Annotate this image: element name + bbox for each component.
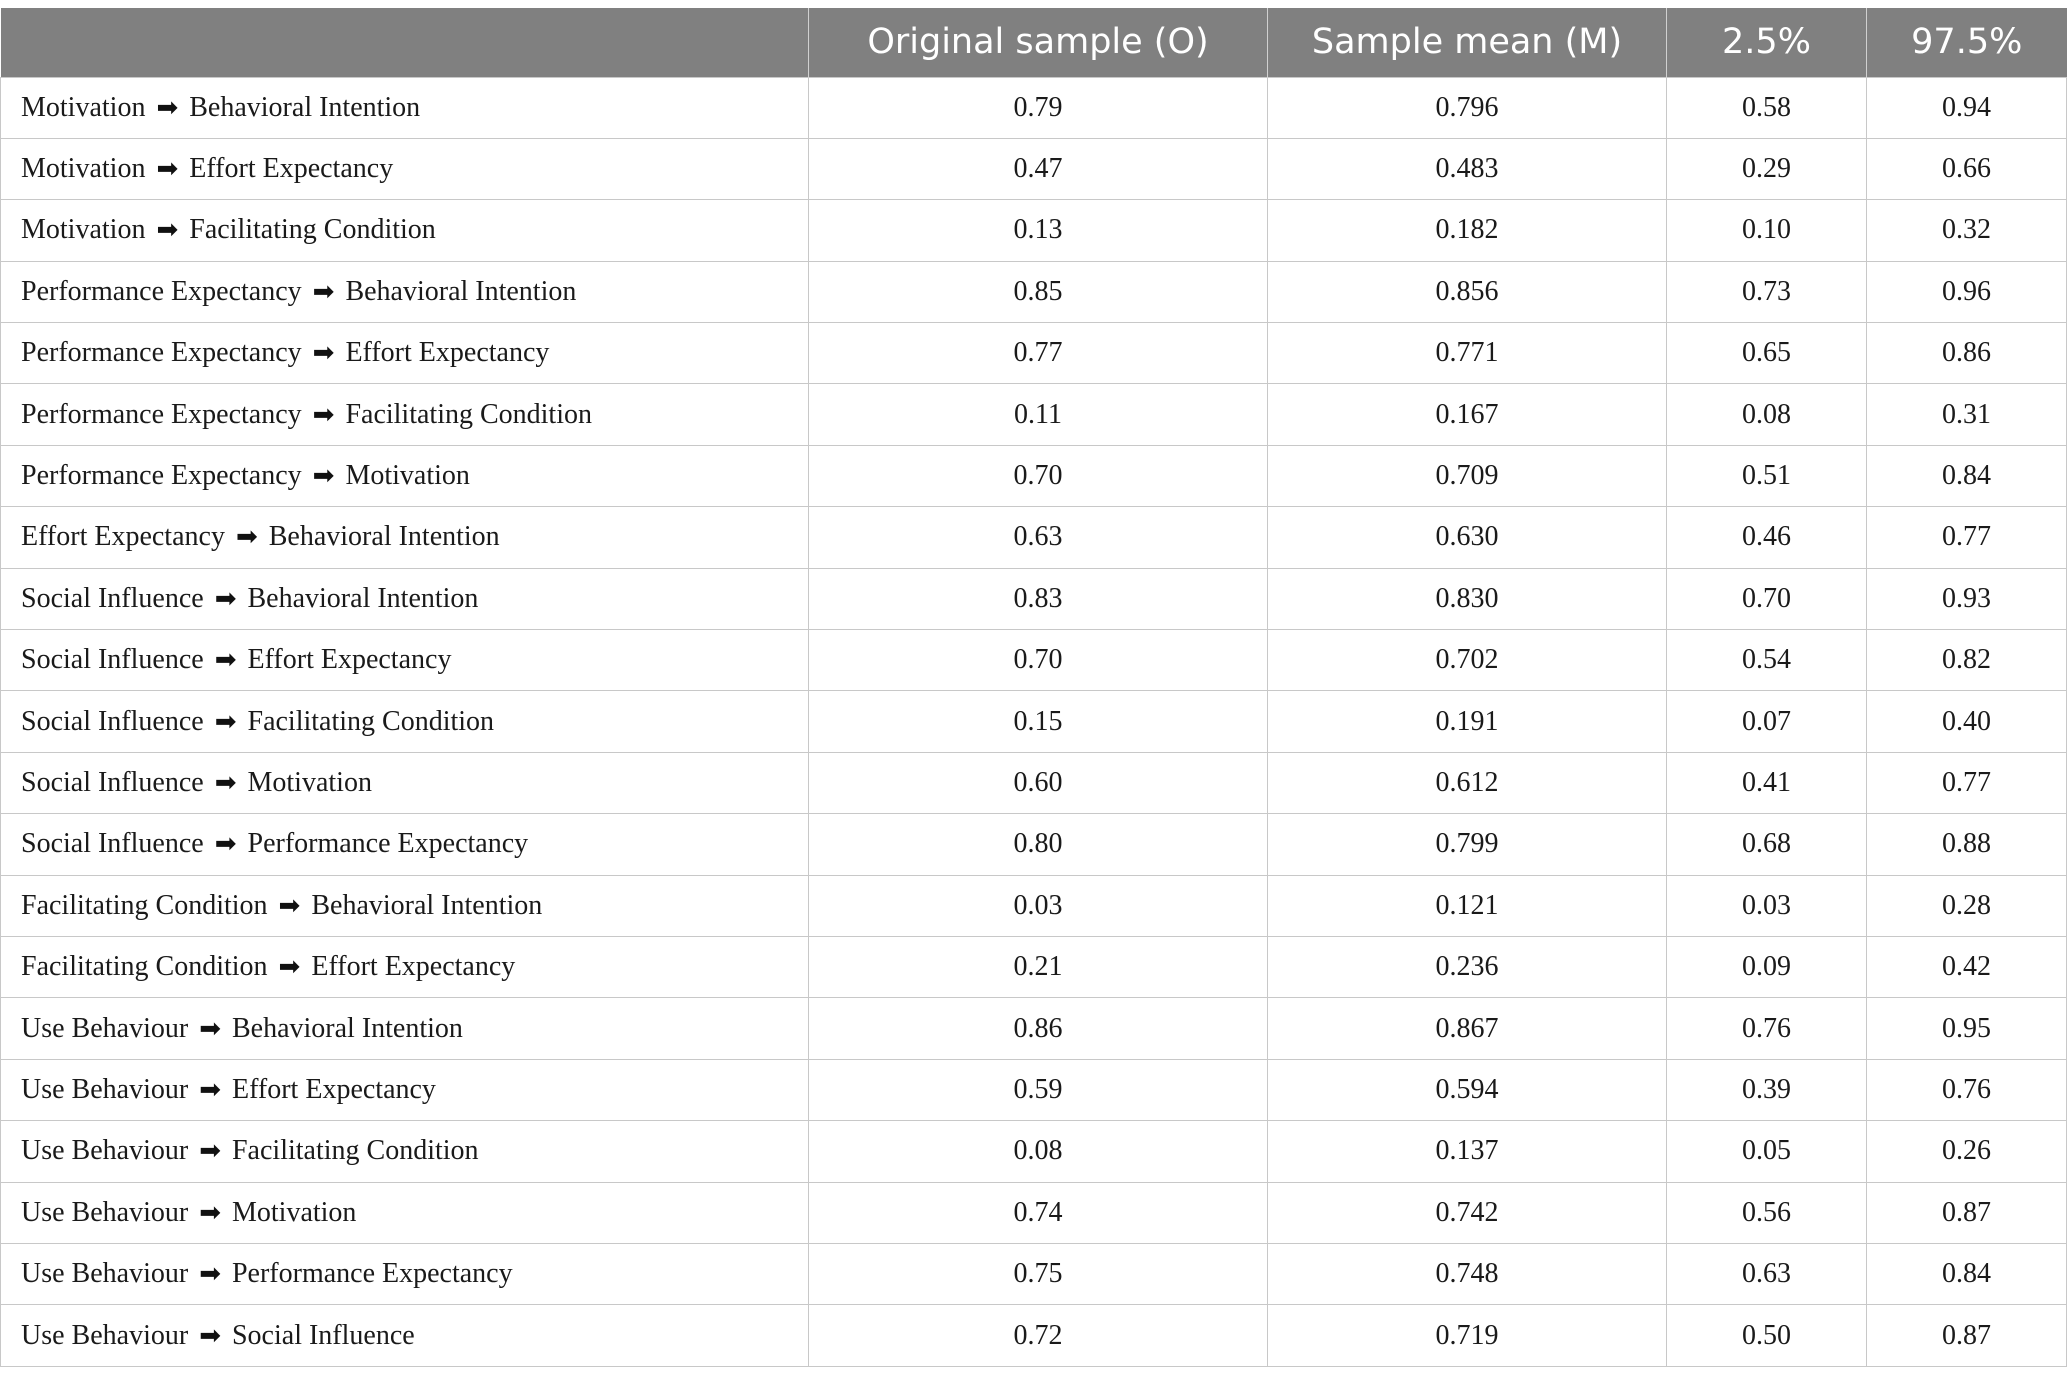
path-source: Facilitating Condition — [21, 889, 268, 921]
original-sample-cell: 0.47 — [809, 138, 1268, 199]
original-sample-cell: 0.70 — [809, 445, 1268, 506]
ci-lower-cell: 0.03 — [1667, 875, 1867, 936]
path-cell — [1, 323, 809, 384]
ci-lower-cell: 0.09 — [1667, 936, 1867, 997]
path-cell — [1, 138, 809, 199]
sample-mean-cell: 0.121 — [1268, 875, 1667, 936]
table-row — [1, 507, 2067, 568]
table-row — [1, 998, 2067, 1059]
table-row — [1, 1243, 2067, 1304]
original-sample-cell: 0.13 — [809, 200, 1268, 261]
table-row — [1, 77, 2067, 138]
path-target: Facilitating Condition — [345, 398, 592, 430]
sample-mean-cell: 0.830 — [1268, 568, 1667, 629]
ci-upper-cell: 0.84 — [1867, 1243, 2067, 1304]
arrow-right-icon: ➡ — [214, 645, 237, 675]
sample-mean-cell: 0.236 — [1268, 936, 1667, 997]
ci-lower-cell: 0.08 — [1667, 384, 1867, 445]
sample-mean-cell: 0.191 — [1268, 691, 1667, 752]
ci-upper-cell: 0.77 — [1867, 752, 2067, 813]
arrow-right-icon: ➡ — [312, 399, 335, 429]
table-row — [1, 323, 2067, 384]
table-row — [1, 138, 2067, 199]
ci-upper-cell: 0.66 — [1867, 138, 2067, 199]
sample-mean-cell: 0.137 — [1268, 1121, 1667, 1182]
ci-lower-cell: 0.56 — [1667, 1182, 1867, 1243]
sample-mean-cell: 0.612 — [1268, 752, 1667, 813]
ci-lower-cell: 0.41 — [1667, 752, 1867, 813]
table-row — [1, 752, 2067, 813]
arrow-right-icon: ➡ — [278, 890, 301, 920]
header-original-sample: Original sample (O) — [809, 8, 1268, 77]
sample-mean-cell: 0.771 — [1268, 323, 1667, 384]
table-row — [1, 568, 2067, 629]
ci-lower-cell: 0.70 — [1667, 568, 1867, 629]
arrow-right-icon: ➡ — [156, 92, 179, 122]
ci-lower-cell: 0.07 — [1667, 691, 1867, 752]
arrow-right-icon: ➡ — [156, 215, 179, 245]
ci-upper-cell: 0.87 — [1867, 1182, 2067, 1243]
original-sample-cell: 0.15 — [809, 691, 1268, 752]
path-cell — [1, 445, 809, 506]
path-cell — [1, 814, 809, 875]
original-sample-cell: 0.21 — [809, 936, 1268, 997]
sample-mean-cell: 0.867 — [1268, 998, 1667, 1059]
ci-upper-cell: 0.28 — [1867, 875, 2067, 936]
path-target: Effort Expectancy — [231, 1073, 436, 1105]
arrow-right-icon: ➡ — [214, 767, 237, 797]
path-target: Performance Expectancy — [247, 828, 529, 860]
path-cell — [1, 1182, 809, 1243]
path-source: Effort Expectancy — [21, 521, 225, 553]
path-cell — [1, 875, 809, 936]
sample-mean-cell: 0.856 — [1268, 261, 1667, 322]
path-cell — [1, 1243, 809, 1304]
original-sample-cell: 0.63 — [809, 507, 1268, 568]
path-target: Effort Expectancy — [189, 153, 394, 185]
path-source: Use Behaviour — [21, 1012, 189, 1044]
path-target: Motivation — [247, 766, 372, 798]
table-row — [1, 1182, 2067, 1243]
sample-mean-cell: 0.796 — [1268, 77, 1667, 138]
path-target: Social Influence — [231, 1319, 415, 1351]
ci-upper-cell: 0.88 — [1867, 814, 2067, 875]
ci-lower-cell: 0.50 — [1667, 1305, 1867, 1366]
path-target: Behavioral Intention — [311, 889, 543, 921]
arrow-right-icon: ➡ — [214, 829, 237, 859]
path-cell — [1, 200, 809, 261]
sample-mean-cell: 0.719 — [1268, 1305, 1667, 1366]
header-path — [1, 8, 809, 77]
ci-upper-cell: 0.82 — [1867, 630, 2067, 691]
sample-mean-cell: 0.799 — [1268, 814, 1667, 875]
original-sample-cell: 0.74 — [809, 1182, 1268, 1243]
original-sample-cell: 0.83 — [809, 568, 1268, 629]
ci-upper-cell: 0.95 — [1867, 998, 2067, 1059]
ci-lower-cell: 0.29 — [1667, 138, 1867, 199]
sample-mean-cell: 0.742 — [1268, 1182, 1667, 1243]
header-ci-upper: 97.5% — [1867, 8, 2067, 77]
path-cell — [1, 630, 809, 691]
ci-lower-cell: 0.05 — [1667, 1121, 1867, 1182]
ci-upper-cell: 0.31 — [1867, 384, 2067, 445]
path-cell — [1, 998, 809, 1059]
table-row — [1, 200, 2067, 261]
table-row — [1, 384, 2067, 445]
sample-mean-cell: 0.702 — [1268, 630, 1667, 691]
table-body — [1, 77, 2067, 1366]
original-sample-cell: 0.79 — [809, 77, 1268, 138]
path-target: Behavioral Intention — [189, 91, 421, 123]
ci-lower-cell: 0.46 — [1667, 507, 1867, 568]
original-sample-cell: 0.60 — [809, 752, 1268, 813]
original-sample-cell: 0.70 — [809, 630, 1268, 691]
ci-upper-cell: 0.77 — [1867, 507, 2067, 568]
ci-lower-cell: 0.68 — [1667, 814, 1867, 875]
path-cell — [1, 752, 809, 813]
path-source: Facilitating Condition — [21, 951, 268, 983]
path-cell — [1, 1059, 809, 1120]
path-target: Motivation — [231, 1196, 357, 1228]
results-table-container — [0, 8, 2066, 1367]
path-target: Facilitating Condition — [247, 705, 495, 737]
arrow-right-icon: ➡ — [199, 1197, 221, 1227]
path-source: Social Influence — [21, 766, 204, 798]
ci-upper-cell: 0.26 — [1867, 1121, 2067, 1182]
path-source: Performance Expectancy — [21, 337, 302, 369]
original-sample-cell: 0.77 — [809, 323, 1268, 384]
arrow-right-icon: ➡ — [278, 952, 301, 982]
sample-mean-cell: 0.630 — [1268, 507, 1667, 568]
header-sample-mean: Sample mean (M) — [1268, 8, 1667, 77]
path-source: Social Influence — [21, 828, 204, 860]
table-row — [1, 875, 2067, 936]
path-cell — [1, 691, 809, 752]
header-ci-lower: 2.5% — [1667, 8, 1867, 77]
ci-upper-cell: 0.86 — [1867, 323, 2067, 384]
arrow-right-icon: ➡ — [199, 1259, 221, 1289]
path-source: Performance Expectancy — [21, 275, 302, 307]
sample-mean-cell: 0.182 — [1268, 200, 1667, 261]
path-target: Behavioral Intention — [247, 582, 479, 614]
path-source: Use Behaviour — [21, 1073, 189, 1105]
path-source: Use Behaviour — [21, 1258, 189, 1290]
sample-mean-cell: 0.594 — [1268, 1059, 1667, 1120]
original-sample-cell: 0.03 — [809, 875, 1268, 936]
table-header-row — [1, 8, 2067, 77]
path-cell — [1, 936, 809, 997]
ci-lower-cell: 0.51 — [1667, 445, 1867, 506]
table-row — [1, 261, 2067, 322]
path-source: Social Influence — [21, 582, 204, 614]
path-cell — [1, 384, 809, 445]
table-row — [1, 691, 2067, 752]
table-row — [1, 814, 2067, 875]
path-target: Behavioral Intention — [345, 275, 577, 307]
arrow-right-icon: ➡ — [312, 276, 335, 306]
path-target: Motivation — [345, 460, 470, 492]
table-row — [1, 630, 2067, 691]
ci-upper-cell: 0.76 — [1867, 1059, 2067, 1120]
path-source: Motivation — [21, 153, 146, 185]
path-source: Performance Expectancy — [21, 398, 302, 430]
arrow-right-icon: ➡ — [214, 706, 237, 736]
arrow-right-icon: ➡ — [312, 461, 335, 491]
path-cell — [1, 261, 809, 322]
arrow-right-icon: ➡ — [235, 522, 258, 552]
arrow-right-icon: ➡ — [199, 1074, 221, 1104]
path-source: Social Influence — [21, 644, 204, 676]
path-source: Use Behaviour — [21, 1319, 189, 1351]
arrow-right-icon: ➡ — [199, 1320, 221, 1350]
path-target: Effort Expectancy — [345, 337, 550, 369]
ci-lower-cell: 0.58 — [1667, 77, 1867, 138]
path-target: Effort Expectancy — [311, 951, 516, 983]
table-row — [1, 1059, 2067, 1120]
path-target: Behavioral Intention — [268, 521, 500, 553]
table-row — [1, 1305, 2067, 1366]
path-cell — [1, 507, 809, 568]
arrow-right-icon: ➡ — [199, 1136, 221, 1166]
path-cell — [1, 1305, 809, 1366]
ci-upper-cell: 0.84 — [1867, 445, 2067, 506]
path-source: Use Behaviour — [21, 1196, 189, 1228]
path-source: Social Influence — [21, 705, 204, 737]
ci-upper-cell: 0.93 — [1867, 568, 2067, 629]
path-target: Behavioral Intention — [231, 1012, 463, 1044]
original-sample-cell: 0.80 — [809, 814, 1268, 875]
path-target: Effort Expectancy — [247, 644, 452, 676]
path-cell — [1, 1121, 809, 1182]
original-sample-cell: 0.72 — [809, 1305, 1268, 1366]
path-target: Facilitating Condition — [189, 214, 436, 246]
ci-upper-cell: 0.40 — [1867, 691, 2067, 752]
path-cell — [1, 568, 809, 629]
original-sample-cell: 0.86 — [809, 998, 1268, 1059]
path-cell — [1, 77, 809, 138]
sample-mean-cell: 0.709 — [1268, 445, 1667, 506]
sample-mean-cell: 0.483 — [1268, 138, 1667, 199]
ci-lower-cell: 0.76 — [1667, 998, 1867, 1059]
table-row — [1, 445, 2067, 506]
ci-upper-cell: 0.32 — [1867, 200, 2067, 261]
sample-mean-cell: 0.167 — [1268, 384, 1667, 445]
ci-lower-cell: 0.63 — [1667, 1243, 1867, 1304]
original-sample-cell: 0.08 — [809, 1121, 1268, 1182]
arrow-right-icon: ➡ — [214, 583, 237, 613]
table-row — [1, 1121, 2067, 1182]
ci-upper-cell: 0.87 — [1867, 1305, 2067, 1366]
original-sample-cell: 0.85 — [809, 261, 1268, 322]
ci-lower-cell: 0.65 — [1667, 323, 1867, 384]
original-sample-cell: 0.11 — [809, 384, 1268, 445]
ci-upper-cell: 0.42 — [1867, 936, 2067, 997]
ci-lower-cell: 0.10 — [1667, 200, 1867, 261]
original-sample-cell: 0.59 — [809, 1059, 1268, 1120]
ci-upper-cell: 0.94 — [1867, 77, 2067, 138]
ci-lower-cell: 0.54 — [1667, 630, 1867, 691]
ci-lower-cell: 0.73 — [1667, 261, 1867, 322]
ci-lower-cell: 0.39 — [1667, 1059, 1867, 1120]
path-source: Use Behaviour — [21, 1135, 189, 1167]
arrow-right-icon: ➡ — [199, 1013, 221, 1043]
path-source: Performance Expectancy — [21, 460, 302, 492]
arrow-right-icon: ➡ — [156, 154, 179, 184]
path-source: Motivation — [21, 91, 146, 123]
path-target: Performance Expectancy — [231, 1258, 513, 1290]
original-sample-cell: 0.75 — [809, 1243, 1268, 1304]
sample-mean-cell: 0.748 — [1268, 1243, 1667, 1304]
ci-upper-cell: 0.96 — [1867, 261, 2067, 322]
path-source: Motivation — [21, 214, 146, 246]
table-row — [1, 936, 2067, 997]
arrow-right-icon: ➡ — [312, 338, 335, 368]
path-target: Facilitating Condition — [231, 1135, 479, 1167]
path-coefficients-table — [0, 8, 2067, 1367]
